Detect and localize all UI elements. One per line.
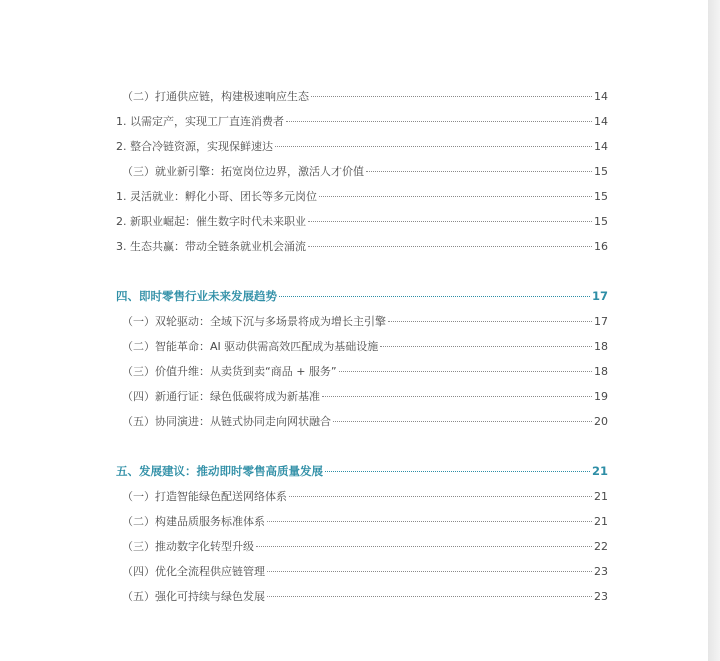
toc-entry-page: 18 bbox=[594, 340, 608, 353]
toc-entry-title: （四）优化全流程供应链管理 bbox=[122, 565, 265, 578]
toc-entry-title: （五）强化可持续与绿色发展 bbox=[122, 590, 265, 603]
toc-entry-title: （五）协同演进：从链式协同走向网状融合 bbox=[122, 415, 331, 428]
toc-entry bbox=[116, 334, 608, 359]
toc-leader-dots bbox=[322, 396, 592, 397]
toc-section-heading bbox=[116, 284, 608, 309]
toc-entry-page: 14 bbox=[594, 115, 608, 128]
toc-entry bbox=[116, 534, 608, 559]
toc-section-title: 五、发展建议：推动即时零售高质量发展 bbox=[116, 464, 323, 478]
toc-leader-dots bbox=[339, 371, 592, 372]
toc-leader-dots bbox=[279, 296, 590, 297]
toc-entry bbox=[116, 559, 608, 584]
toc-entry bbox=[116, 359, 608, 384]
toc-entry-page: 14 bbox=[594, 140, 608, 153]
toc-entry bbox=[116, 384, 608, 409]
toc-entry-page: 14 bbox=[594, 90, 608, 103]
table-of-contents bbox=[116, 84, 608, 609]
toc-entry-page: 21 bbox=[594, 490, 608, 503]
toc-entry-page: 23 bbox=[594, 590, 608, 603]
toc-spacer bbox=[116, 434, 608, 459]
toc-entry-page: 15 bbox=[594, 165, 608, 178]
toc-entry-page: 21 bbox=[594, 515, 608, 528]
toc-entry-page: 20 bbox=[594, 415, 608, 428]
toc-entry-title: （三）价值升维：从卖货到卖“商品 + 服务” bbox=[122, 365, 337, 378]
toc-entry bbox=[116, 134, 608, 159]
toc-entry-page: 23 bbox=[594, 565, 608, 578]
toc-leader-dots bbox=[267, 571, 592, 572]
toc-entry bbox=[116, 209, 608, 234]
toc-entry-title: 2. 整合冷链资源，实现保鲜速达 bbox=[116, 140, 273, 153]
toc-entry-title: （一）打造智能绿色配送网络体系 bbox=[122, 490, 287, 503]
toc-entry bbox=[116, 159, 608, 184]
toc-entry bbox=[116, 184, 608, 209]
toc-leader-dots bbox=[256, 546, 592, 547]
toc-entry-title: （四）新通行证：绿色低碳将成为新基准 bbox=[122, 390, 320, 403]
toc-entry-title: （三）就业新引擎：拓宽岗位边界，激活人才价值 bbox=[122, 165, 364, 178]
toc-entry-title: 3. 生态共赢：带动全链条就业机会涌流 bbox=[116, 240, 306, 253]
toc-entry bbox=[116, 509, 608, 534]
toc-section-page: 21 bbox=[591, 464, 608, 478]
toc-leader-dots bbox=[289, 496, 592, 497]
toc-leader-dots bbox=[267, 521, 592, 522]
toc-entry-page: 19 bbox=[594, 390, 608, 403]
toc-leader-dots bbox=[366, 171, 592, 172]
toc-entry bbox=[116, 234, 608, 259]
toc-entry-title: 2. 新职业崛起：催生数字时代未来职业 bbox=[116, 215, 306, 228]
toc-entry-page: 18 bbox=[594, 365, 608, 378]
toc-section-page: 17 bbox=[591, 289, 608, 303]
toc-entry-page: 22 bbox=[594, 540, 608, 553]
toc-section-title: 四、即时零售行业未来发展趋势 bbox=[116, 289, 277, 303]
toc-entry-page: 15 bbox=[594, 190, 608, 203]
toc-entry bbox=[116, 409, 608, 434]
toc-leader-dots bbox=[308, 221, 592, 222]
toc-leader-dots bbox=[325, 471, 590, 472]
toc-leader-dots bbox=[333, 421, 592, 422]
page-edge-shadow bbox=[708, 0, 720, 661]
toc-leader-dots bbox=[311, 96, 592, 97]
toc-entry-title: 1. 灵活就业：孵化小哥、团长等多元岗位 bbox=[116, 190, 317, 203]
toc-entry bbox=[116, 309, 608, 334]
toc-entry bbox=[116, 84, 608, 109]
toc-leader-dots bbox=[319, 196, 592, 197]
toc-leader-dots bbox=[388, 321, 592, 322]
toc-leader-dots bbox=[380, 346, 592, 347]
toc-entry-title: （三）推动数字化转型升级 bbox=[122, 540, 254, 553]
toc-entry-title: （一）双轮驱动：全域下沉与多场景将成为增长主引擎 bbox=[122, 315, 386, 328]
toc-leader-dots bbox=[275, 146, 592, 147]
toc-entry-title: （二）智能革命：AI 驱动供需高效匹配成为基础设施 bbox=[122, 340, 379, 353]
toc-entry bbox=[116, 109, 608, 134]
toc-spacer bbox=[116, 259, 608, 284]
toc-leader-dots bbox=[286, 121, 592, 122]
toc-entry-page: 17 bbox=[594, 315, 608, 328]
toc-entry-page: 15 bbox=[594, 215, 608, 228]
toc-entry bbox=[116, 584, 608, 609]
toc-entry-title: 1. 以需定产，实现工厂直连消费者 bbox=[116, 115, 284, 128]
toc-leader-dots bbox=[267, 596, 592, 597]
toc-section-heading bbox=[116, 459, 608, 484]
toc-entry bbox=[116, 484, 608, 509]
toc-leader-dots bbox=[308, 246, 592, 247]
toc-entry-page: 16 bbox=[594, 240, 608, 253]
toc-entry-title: （二）打通供应链，构建极速响应生态 bbox=[122, 90, 309, 103]
toc-entry-title: （二）构建品质服务标准体系 bbox=[122, 515, 265, 528]
